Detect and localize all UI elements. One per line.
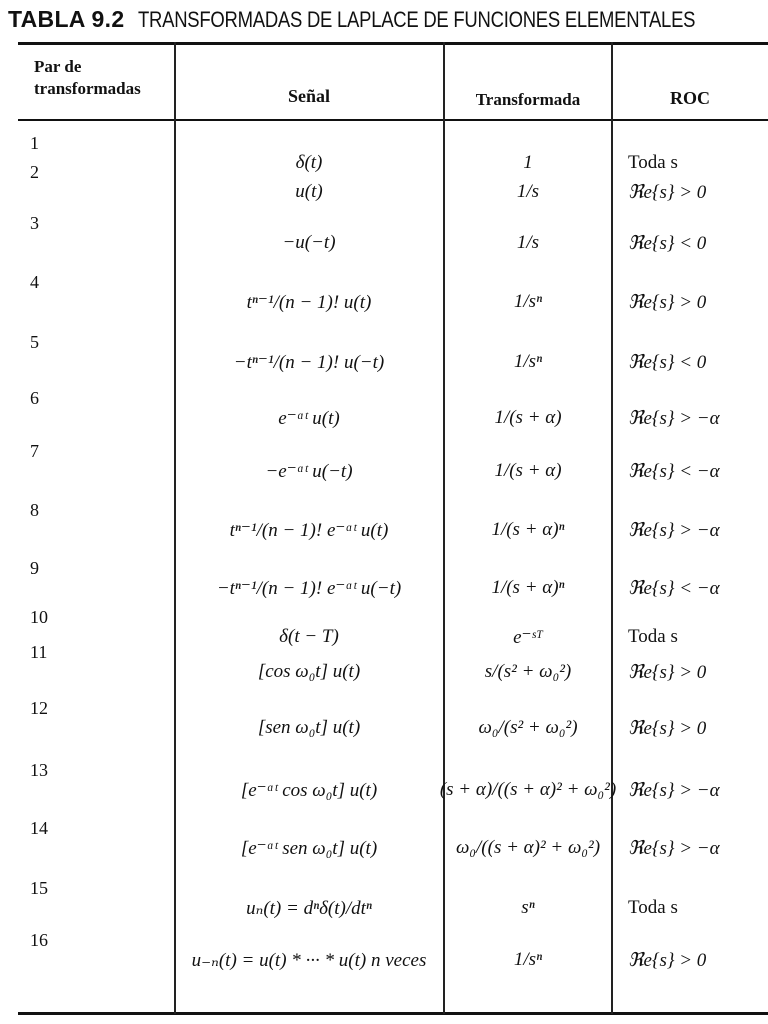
row-6-transform: 1/(s + α): [494, 407, 562, 428]
row-11-signal: [cos ω₀t] u(t): [257, 661, 361, 682]
row-3-signal: −u(−t): [282, 232, 336, 253]
row-11-number: 11: [30, 642, 48, 662]
row-8-transform: 1/(s + α)ⁿ: [491, 519, 565, 540]
row-4-roc: ℜe{s} > 0: [628, 291, 707, 313]
row-7-signal: −e⁻ᵅᵗ u(−t): [265, 460, 353, 482]
row-10-roc: Toda s: [628, 626, 678, 647]
row-9-roc: ℜe{s} < −α: [628, 577, 720, 599]
row-5-roc: ℜe{s} < 0: [628, 351, 707, 373]
row-12-roc: ℜe{s} > 0: [628, 717, 707, 739]
row-7-transform: 1/(s + α): [494, 460, 562, 481]
row-14-number: 14: [30, 818, 48, 838]
row-8-roc: ℜe{s} > −α: [628, 519, 720, 541]
row-15-transform: sⁿ: [521, 897, 535, 918]
header-transform: Transformada: [475, 90, 581, 109]
row-2-number: 2: [30, 162, 39, 182]
row-14-roc: ℜe{s} > −α: [628, 837, 720, 859]
row-12-number: 12: [30, 698, 48, 718]
row-7-roc: ℜe{s} < −α: [628, 460, 720, 482]
row-3-roc: ℜe{s} < 0: [628, 232, 707, 254]
row-14-transform: ω₀/((s + α)² + ω₀²): [455, 837, 601, 858]
row-5-transform: 1/sⁿ: [513, 351, 543, 372]
row-9-signal: −tⁿ⁻¹/(n − 1)! e⁻ᵅᵗ u(−t): [216, 577, 402, 599]
row-8-signal: tⁿ⁻¹/(n − 1)! e⁻ᵅᵗ u(t): [229, 519, 389, 541]
row-9-transform: 1/(s + α)ⁿ: [491, 577, 565, 598]
row-16-signal: u₋ₙ(t) = u(t) * ··· * u(t) n veces: [191, 949, 427, 971]
table-title: TRANSFORMADAS DE LAPLACE DE FUNCIONES ELEMENTALES: [138, 7, 696, 32]
row-13-signal: [e⁻ᵅᵗ cos ω₀t] u(t): [240, 779, 378, 801]
row-5-signal: −tⁿ⁻¹/(n − 1)! u(−t): [233, 351, 385, 373]
row-13-transform: (s + α)/((s + α)² + ω₀²): [439, 779, 617, 800]
row-16-transform: 1/sⁿ: [513, 949, 543, 970]
table-label: TABLA 9.2: [8, 6, 125, 32]
row-6-roc: ℜe{s} > −α: [628, 407, 720, 429]
row-11-roc: ℜe{s} > 0: [628, 661, 707, 683]
row-2-signal: u(t): [295, 181, 323, 202]
row-13-roc: ℜe{s} > −α: [628, 779, 720, 801]
row-2-transform: 1/s: [516, 181, 540, 202]
row-6-number: 6: [30, 388, 39, 408]
row-3-transform: 1/s: [516, 232, 540, 253]
row-11-transform: s/(s² + ω₀²): [484, 661, 572, 682]
row-3-number: 3: [30, 213, 39, 233]
row-10-signal: δ(t − T): [279, 626, 339, 647]
row-13-number: 13: [30, 760, 48, 780]
row-7-number: 7: [30, 441, 39, 461]
header-signal: Señal: [287, 86, 330, 106]
row-4-transform: 1/sⁿ: [513, 291, 543, 312]
row-10-number: 10: [30, 607, 48, 627]
header-roc: ROC: [670, 88, 710, 108]
row-12-transform: ω₀/(s² + ω₀²): [478, 717, 578, 738]
row-14-signal: [e⁻ᵅᵗ sen ω₀t] u(t): [240, 837, 378, 859]
row-1-roc: Toda s: [628, 152, 678, 173]
row-15-roc: Toda s: [628, 897, 678, 918]
row-1-signal: δ(t): [295, 152, 323, 173]
row-2-roc: ℜe{s} > 0: [628, 181, 707, 203]
row-5-number: 5: [30, 332, 39, 352]
header-pair-line-1: Par de: [34, 57, 82, 76]
row-9-number: 9: [30, 558, 39, 578]
row-16-number: 16: [30, 930, 48, 950]
row-4-number: 4: [30, 272, 39, 292]
row-15-signal: uₙ(t) = dⁿδ(t)/dtⁿ: [246, 897, 372, 919]
row-1-number: 1: [30, 133, 39, 153]
row-8-number: 8: [30, 500, 39, 520]
header-pair-line-2: transformadas: [34, 79, 141, 98]
row-16-roc: ℜe{s} > 0: [628, 949, 707, 971]
row-12-signal: [sen ω₀t] u(t): [257, 717, 361, 738]
row-1-transform: 1: [523, 152, 533, 173]
row-4-signal: tⁿ⁻¹/(n − 1)! u(t): [246, 291, 372, 313]
row-15-number: 15: [30, 878, 48, 898]
row-10-transform: e⁻ˢᵀ: [513, 626, 543, 648]
row-6-signal: e⁻ᵅᵗ u(t): [278, 407, 340, 429]
